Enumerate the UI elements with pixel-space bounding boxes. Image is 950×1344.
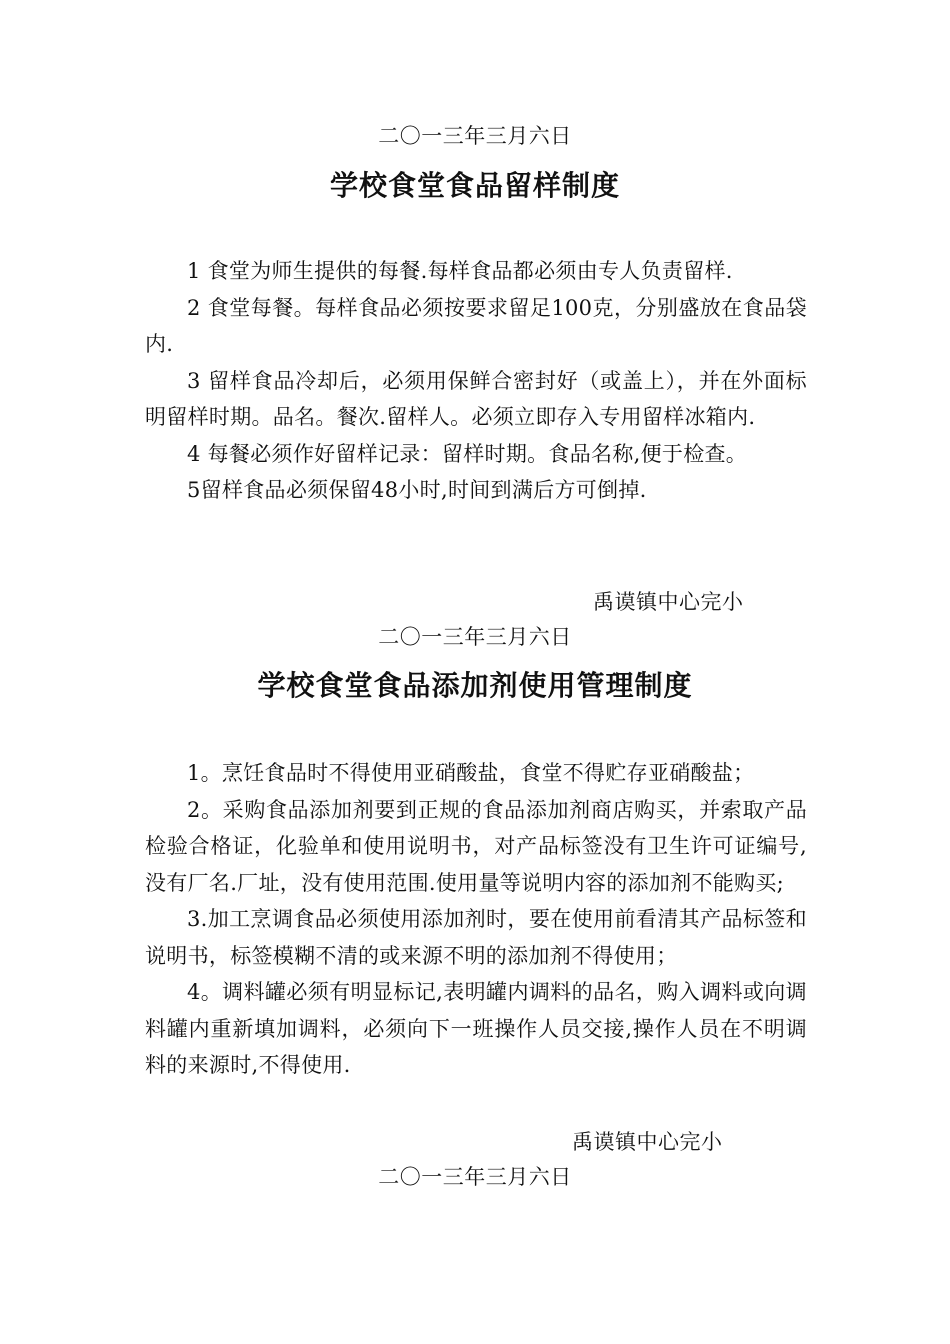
section2-date: 二〇一三年三月六日	[378, 1165, 572, 1189]
section2-item-4: 4。调料罐必须有明显标记,表明罐内调料的品名，购入调料或向调料罐内重新填加调料，必须向下一班操作人员交接,操作人员在不明调料的来源时,不得使用.	[145, 980, 807, 1077]
section1-item-1: 1 食堂为师生提供的每餐.每样食品都必须由专人负责留样.	[187, 259, 733, 283]
section1-body	[145, 253, 807, 509]
section2-item-1: 1。烹饪食品时不得使用亚硝酸盐，食堂不得贮存亚硝酸盐；	[187, 761, 755, 785]
section2-signature: 禹谟镇中心完小	[572, 1130, 723, 1154]
section1-item-5: 5留样食品必须保留48小时,时间到满后方可倒掉.	[187, 478, 647, 502]
section2-title: 学校食堂食品添加剂使用管理制度	[257, 669, 693, 702]
section1-date: 二〇一三年三月六日	[378, 625, 572, 649]
section1-item-4: 4 每餐必须作好留样记录：留样时期。食品名称,便于检查。	[187, 441, 748, 466]
top-date: 二〇一三年三月六日	[378, 124, 572, 148]
section2-item-2: 2。采购食品添加剂要到正规的食品添加剂商店购买，并索取产品检验合格证，化验单和使用说明书，对产品标签没有卫生许可证编号,没有厂名.厂址，没有使用范围.使用量等说明内容的添加剂不能购买;	[145, 797, 807, 895]
section1-title: 学校食堂食品留样制度	[329, 169, 620, 202]
section2-item-3: 3.加工烹调食品必须使用添加剂时，要在使用前看清其产品标签和说明书，标签模糊不清的或来源不明的添加剂不得使用；	[145, 907, 807, 968]
section1-signature: 禹谟镇中心完小	[593, 590, 744, 614]
section2-body	[145, 755, 807, 1084]
section1-item-3: 3 留样食品冷却后，必须用保鲜合密封好（或盖上），并在外面标明留样时期。品名。餐次.留样人。必须立即存入专用留样冰箱内.	[145, 368, 807, 429]
section1-item-2: 2 食堂每餐。每样食品必须按要求留足100克，分别盛放在食品袋内.	[145, 295, 807, 356]
